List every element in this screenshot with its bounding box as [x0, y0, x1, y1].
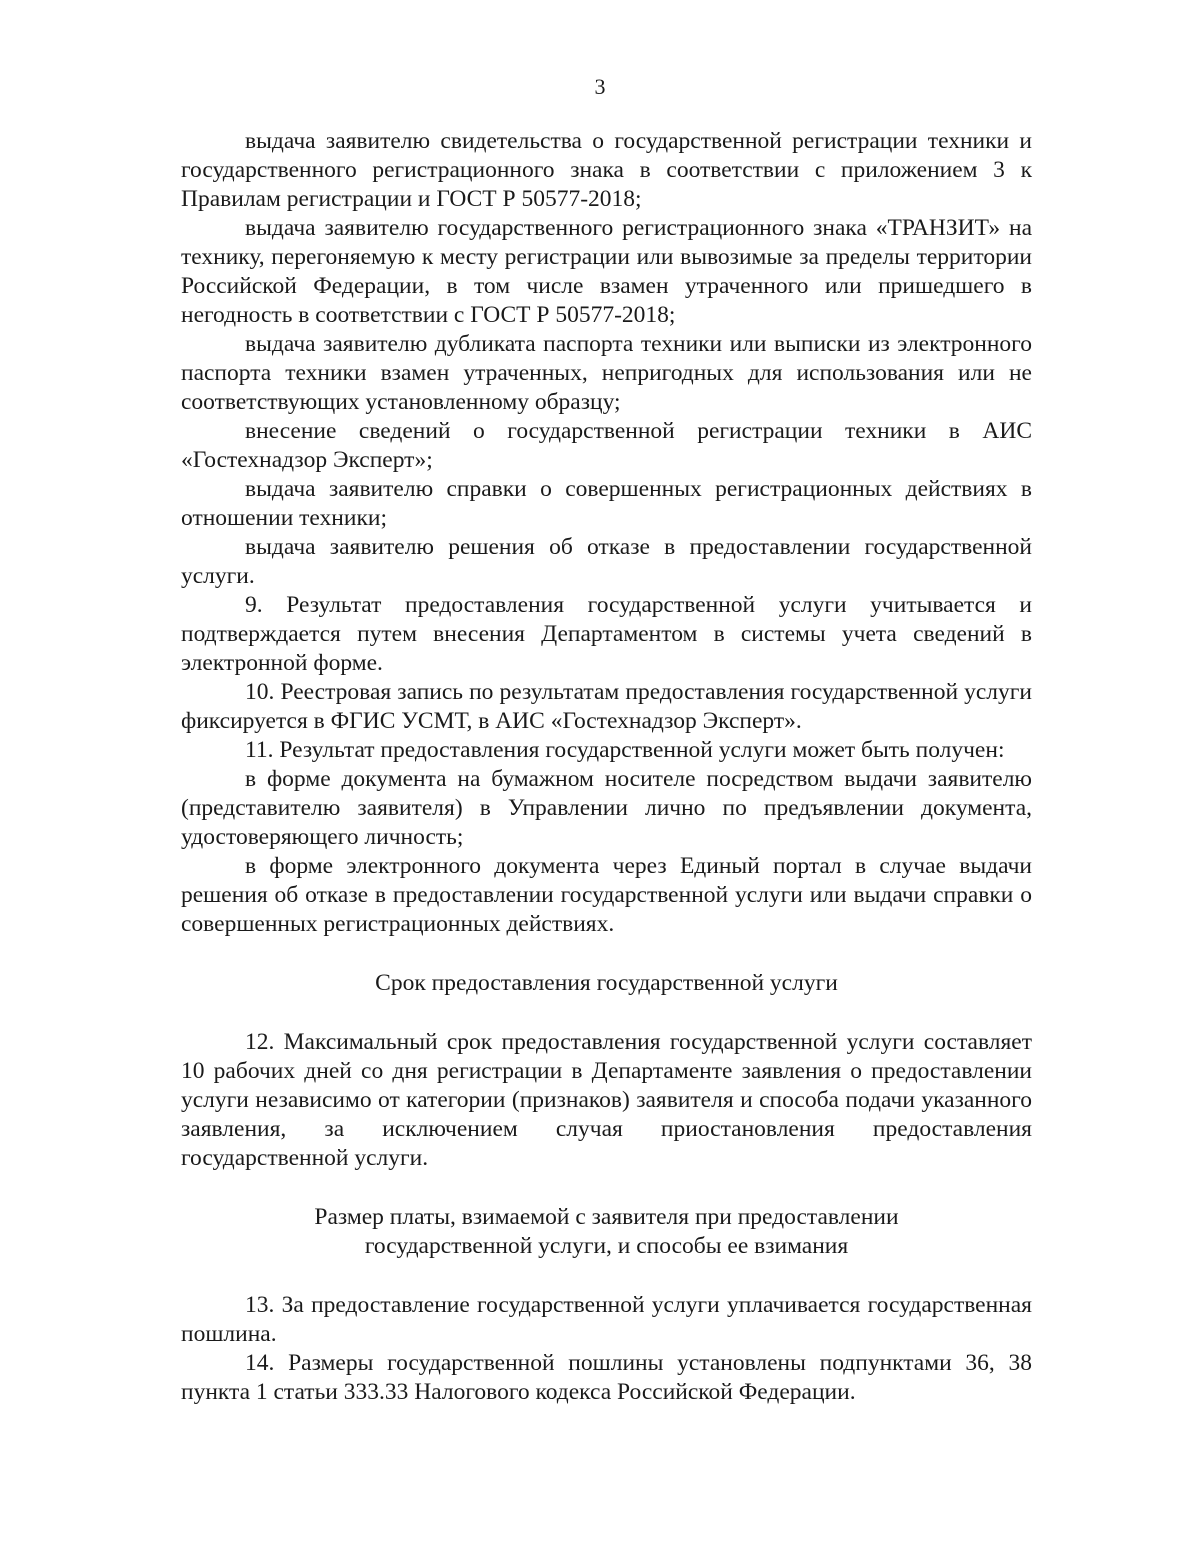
spacer	[181, 1261, 1032, 1291]
paragraph-12: 12. Максимальный срок предоставления государственной услуги составляет 10 рабочих дней со дня регистрации в Департаменте заявления о предоставлении услуги независимо от категории (признаков) заявителя и способа подачи указанного заявления, за исключением случая приостановления предоставления государственной услуги.	[181, 1029, 1032, 1171]
document-body	[181, 127, 1032, 1407]
paragraph-14: 14. Размеры государственной пошлины установлены подпунктами 36, 38 пункта 1 статьи 333.33 Налогового кодекса Российской Федерации.	[181, 1350, 1032, 1405]
paragraph-electronic-form: в форме электронного документа через Единый портал в случае выдачи решения об отказе в предоставлении государственной услуги или выдачи справки о совершенных регистрационных действиях.	[181, 853, 1032, 937]
page-number: 3	[594, 74, 606, 99]
paragraph-13: 13. За предоставление государственной услуги уплачивается государственная пошлина.	[181, 1292, 1032, 1347]
paragraph-duplicate-passport: выдача заявителю дубликата паспорта техники или выписки из электронного паспорта техники взамен утраченных, непригодных для использования или не соответствующих установленному образцу;	[181, 331, 1032, 415]
spacer	[181, 998, 1032, 1028]
paragraph-9: 9. Результат предоставления государственной услуги учитывается и подтверждается путем внесения Департаментом в системы учета сведений в электронной форме.	[181, 592, 1032, 676]
paragraph-10: 10. Реестровая запись по результатам предоставления государственной услуги фиксируется в ФГИС УСМТ, в АИС «Гостехнадзор Эксперт».	[181, 679, 1032, 734]
section-heading-fee-line-2: государственной услуги, и способы ее взимания	[364, 1233, 849, 1259]
paragraph-certificate-actions: выдача заявителю справки о совершенных регистрационных действиях в отношении техники;	[181, 476, 1032, 531]
paragraph-certificate-issue: выдача заявителю свидетельства о государственной регистрации техники и государственного регистрационного знака в соответствии с приложением 3 к Правилам регистрации и ГОСТ Р 50577-2018;	[181, 128, 1032, 212]
section-heading-fee-line-1: Размер платы, взимаемой с заявителя при предоставлении	[314, 1204, 899, 1230]
paragraph-refusal-decision: выдача заявителю решения об отказе в предоставлении государственной услуги.	[181, 534, 1032, 589]
paragraph-ais-entry: внесение сведений о государственной регистрации техники в АИС «Гостехнадзор Эксперт»;	[181, 418, 1032, 473]
paragraph-11: 11. Результат предоставления государственной услуги может быть получен:	[245, 737, 1005, 763]
paragraph-transit-plate: выдача заявителю государственного регистрационного знака «ТРАНЗИТ» на технику, перегоняемую к месту регистрации или вывозимые за пределы территории Российской Федерации, в том числе взамен утраченного или пришедшего в негодность в соответствии с ГОСТ Р 50577-2018;	[181, 215, 1032, 328]
section-heading-term: Срок предоставления государственной услуги	[375, 970, 838, 996]
spacer	[181, 939, 1032, 969]
paragraph-paper-form: в форме документа на бумажном носителе посредством выдачи заявителю (представителю заявителя) в Управлении лично по предъявлении документа, удостоверяющего личность;	[181, 766, 1032, 850]
spacer	[181, 1173, 1032, 1203]
